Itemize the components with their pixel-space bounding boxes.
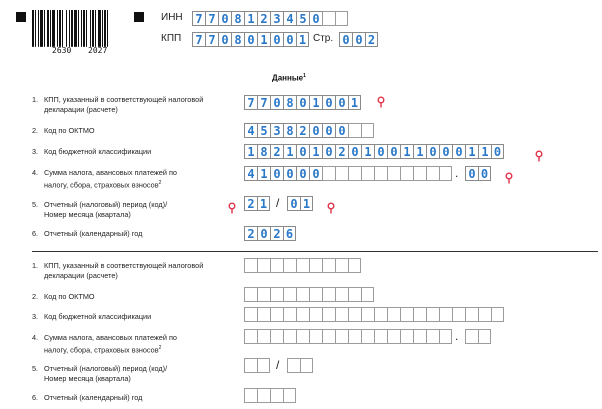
char-cell[interactable]: 0 <box>309 166 322 181</box>
char-cell[interactable] <box>400 329 413 344</box>
char-cell[interactable] <box>296 287 309 302</box>
location-pin-icon[interactable] <box>535 150 543 162</box>
label-period-2: 5. Отчетный (налоговый) период (код)/ Номер месяца (квартала) <box>32 364 168 383</box>
corner-marker-right <box>134 12 144 22</box>
char-cell[interactable]: 0 <box>218 11 231 26</box>
char-cell[interactable]: 1 <box>257 166 270 181</box>
char-cell[interactable]: 0 <box>287 196 300 211</box>
location-pin-icon[interactable] <box>228 202 236 214</box>
location-pin-icon[interactable] <box>377 96 385 108</box>
barcode <box>32 10 123 49</box>
char-cell[interactable]: 1 <box>300 196 313 211</box>
char-cell[interactable]: 0 <box>335 95 348 110</box>
label-oktmo-1: 2. Код по ОКТМО <box>32 126 95 135</box>
char-cell[interactable]: 1 <box>478 144 491 159</box>
char-cell[interactable] <box>452 307 465 322</box>
char-cell[interactable] <box>257 307 270 322</box>
char-cell[interactable]: 2 <box>335 144 348 159</box>
char-cell[interactable] <box>335 287 348 302</box>
char-cell[interactable]: 3 <box>270 11 283 26</box>
char-cell[interactable]: 0 <box>339 32 352 47</box>
kpp-field-1[interactable] <box>244 95 361 110</box>
kbk-field-2[interactable] <box>244 307 504 322</box>
char-cell[interactable] <box>296 329 309 344</box>
char-cell[interactable] <box>400 307 413 322</box>
char-cell[interactable]: 0 <box>296 166 309 181</box>
char-cell[interactable]: 1 <box>413 144 426 159</box>
location-pin-icon[interactable] <box>327 202 335 214</box>
char-cell[interactable]: 7 <box>192 11 205 26</box>
char-cell[interactable]: 0 <box>309 11 322 26</box>
char-cell[interactable] <box>374 329 387 344</box>
char-cell[interactable]: 2 <box>296 123 309 138</box>
char-cell[interactable] <box>465 329 478 344</box>
section-title: Данные$^1$ <box>272 73 306 83</box>
char-cell[interactable] <box>296 258 309 273</box>
char-cell[interactable] <box>374 307 387 322</box>
char-cell[interactable]: 0 <box>322 123 335 138</box>
kpp-header-label: КПП <box>161 33 182 44</box>
char-cell[interactable]: 1 <box>309 95 322 110</box>
char-cell[interactable] <box>244 258 257 273</box>
page-label: Стр. <box>313 33 334 44</box>
sum-decimal-field-2[interactable] <box>465 329 491 344</box>
char-cell[interactable] <box>287 358 300 373</box>
label-kpp-1: 1. КПП, указанный в соответствующей налоговой декларации (расчете) <box>32 95 204 114</box>
char-cell[interactable] <box>361 166 374 181</box>
char-cell[interactable] <box>478 329 491 344</box>
label-year-2: 6. Отчетный (календарный) год <box>32 393 143 402</box>
oktmo-field-1[interactable] <box>244 123 374 138</box>
char-cell[interactable] <box>348 307 361 322</box>
char-cell[interactable]: 3 <box>270 123 283 138</box>
char-cell[interactable] <box>309 329 322 344</box>
char-cell[interactable]: 0 <box>270 95 283 110</box>
char-cell[interactable] <box>283 388 296 403</box>
char-cell[interactable]: 4 <box>244 123 257 138</box>
char-cell[interactable]: 8 <box>257 144 270 159</box>
char-cell[interactable]: 8 <box>231 32 244 47</box>
char-cell[interactable] <box>374 166 387 181</box>
char-cell[interactable]: 7 <box>205 11 218 26</box>
char-cell[interactable] <box>257 388 270 403</box>
char-cell[interactable]: 6 <box>283 226 296 241</box>
char-cell[interactable] <box>322 258 335 273</box>
char-cell[interactable]: 1 <box>361 144 374 159</box>
char-cell[interactable]: 1 <box>296 32 309 47</box>
section-divider <box>32 251 598 252</box>
barcode-number-right: 2027 <box>88 46 108 55</box>
char-cell[interactable]: 0 <box>335 123 348 138</box>
label-kpp-2: 1. КПП, указанный в соответствующей налоговой декларации (расчете) <box>32 261 204 280</box>
char-cell[interactable]: 0 <box>352 32 365 47</box>
char-cell[interactable] <box>296 307 309 322</box>
period-month-field-2[interactable] <box>287 358 313 373</box>
label-year-1: 6. Отчетный (календарный) год <box>32 229 143 238</box>
char-cell[interactable] <box>335 11 348 26</box>
char-cell[interactable]: 1 <box>257 196 270 211</box>
char-cell[interactable]: 1 <box>283 144 296 159</box>
char-cell[interactable] <box>257 329 270 344</box>
char-cell[interactable] <box>426 329 439 344</box>
kpp-field-2[interactable] <box>244 258 361 273</box>
char-cell[interactable] <box>361 287 374 302</box>
period-slash-1: / <box>276 196 280 210</box>
char-cell[interactable]: 0 <box>296 144 309 159</box>
char-cell[interactable] <box>283 287 296 302</box>
char-cell[interactable]: 5 <box>257 123 270 138</box>
char-cell[interactable]: 0 <box>452 144 465 159</box>
char-cell[interactable]: 8 <box>283 123 296 138</box>
char-cell[interactable]: 0 <box>218 32 231 47</box>
char-cell[interactable] <box>283 307 296 322</box>
char-cell[interactable]: 0 <box>322 95 335 110</box>
char-cell[interactable]: 2 <box>244 196 257 211</box>
sum-decimal-field-1[interactable] <box>465 166 491 181</box>
char-cell[interactable] <box>257 287 270 302</box>
decimal-point-1: . <box>455 166 459 180</box>
label-sum-1: 4. Сумма налога, авансовых платежей по налогу, сбора, страховых взносов$^2$ <box>32 168 177 190</box>
char-cell[interactable] <box>361 123 374 138</box>
char-cell[interactable]: 7 <box>205 32 218 47</box>
char-cell[interactable] <box>244 388 257 403</box>
char-cell[interactable] <box>413 166 426 181</box>
kbk-field-1[interactable] <box>244 144 504 159</box>
char-cell[interactable]: 5 <box>296 11 309 26</box>
char-cell[interactable] <box>270 287 283 302</box>
char-cell[interactable] <box>491 307 504 322</box>
char-cell[interactable] <box>387 166 400 181</box>
oktmo-field-2[interactable] <box>244 287 374 302</box>
char-cell[interactable] <box>387 329 400 344</box>
char-cell[interactable] <box>283 258 296 273</box>
period-code-field-1[interactable] <box>244 196 270 211</box>
char-cell[interactable] <box>244 358 257 373</box>
period-code-field-2[interactable] <box>244 358 270 373</box>
char-cell[interactable] <box>270 388 283 403</box>
char-cell[interactable] <box>400 166 413 181</box>
label-oktmo-2: 2. Код по ОКТМО <box>32 292 95 301</box>
char-cell[interactable] <box>335 307 348 322</box>
char-cell[interactable]: 0 <box>374 144 387 159</box>
char-cell[interactable] <box>309 258 322 273</box>
char-cell[interactable] <box>322 11 335 26</box>
char-cell[interactable]: 1 <box>348 95 361 110</box>
char-cell[interactable]: 1 <box>465 144 478 159</box>
char-cell[interactable] <box>335 329 348 344</box>
char-cell[interactable] <box>257 358 270 373</box>
char-cell[interactable]: 0 <box>387 144 400 159</box>
char-cell[interactable] <box>361 307 374 322</box>
inn-field[interactable] <box>192 11 348 26</box>
barcode-number-left: 2630 <box>52 46 72 55</box>
char-cell[interactable]: 7 <box>192 32 205 47</box>
char-cell[interactable]: 8 <box>283 95 296 110</box>
label-kbk-2: 3. Код бюджетной классификации <box>32 312 152 321</box>
char-cell[interactable]: 0 <box>296 95 309 110</box>
char-cell[interactable] <box>300 358 313 373</box>
char-cell[interactable]: 1 <box>400 144 413 159</box>
char-cell[interactable]: 0 <box>244 32 257 47</box>
char-cell[interactable]: 2 <box>270 226 283 241</box>
char-cell[interactable] <box>257 258 270 273</box>
char-cell[interactable]: 2 <box>244 226 257 241</box>
char-cell[interactable]: 1 <box>244 144 257 159</box>
label-kbk-1: 3. Код бюджетной классификации <box>32 147 152 156</box>
char-cell[interactable]: 0 <box>283 166 296 181</box>
char-cell[interactable] <box>413 329 426 344</box>
char-cell[interactable] <box>348 123 361 138</box>
period-month-field-1[interactable] <box>287 196 313 211</box>
char-cell[interactable] <box>361 329 374 344</box>
char-cell[interactable] <box>270 307 283 322</box>
char-cell[interactable]: 2 <box>365 32 378 47</box>
char-cell[interactable] <box>270 329 283 344</box>
char-cell[interactable]: 4 <box>244 166 257 181</box>
char-cell[interactable] <box>335 258 348 273</box>
label-period-1: 5. Отчетный (налоговый) период (код)/ Номер месяца (квартала) <box>32 200 168 219</box>
char-cell[interactable] <box>244 329 257 344</box>
decimal-point-2: . <box>455 329 459 343</box>
char-cell[interactable]: 0 <box>270 32 283 47</box>
char-cell[interactable]: 1 <box>309 144 322 159</box>
location-pin-icon[interactable] <box>505 172 513 184</box>
char-cell[interactable] <box>348 258 361 273</box>
char-cell[interactable]: 8 <box>231 11 244 26</box>
kpp-header-field[interactable] <box>192 32 309 47</box>
label-sum-2: 4. Сумма налога, авансовых платежей по налогу, сбора, страховых взносов$^2$ <box>32 333 177 355</box>
char-cell[interactable] <box>426 166 439 181</box>
page-number-field[interactable] <box>339 32 378 47</box>
char-cell[interactable] <box>309 287 322 302</box>
char-cell[interactable]: 0 <box>478 166 491 181</box>
char-cell[interactable] <box>348 287 361 302</box>
char-cell[interactable]: 1 <box>257 32 270 47</box>
char-cell[interactable] <box>335 166 348 181</box>
char-cell[interactable] <box>244 307 257 322</box>
year-field-2[interactable] <box>244 388 296 403</box>
char-cell[interactable] <box>244 287 257 302</box>
char-cell[interactable] <box>465 307 478 322</box>
char-cell[interactable] <box>322 307 335 322</box>
char-cell[interactable] <box>270 258 283 273</box>
char-cell[interactable]: 0 <box>283 32 296 47</box>
char-cell[interactable] <box>322 287 335 302</box>
char-cell[interactable]: 0 <box>348 144 361 159</box>
char-cell[interactable]: 7 <box>244 95 257 110</box>
char-cell[interactable] <box>426 307 439 322</box>
char-cell[interactable]: 2 <box>270 144 283 159</box>
char-cell[interactable]: 0 <box>491 144 504 159</box>
char-cell[interactable] <box>439 307 452 322</box>
corner-marker-left <box>16 12 26 22</box>
char-cell[interactable]: 7 <box>257 95 270 110</box>
sum-integer-field-1[interactable] <box>244 166 452 181</box>
sum-integer-field-2[interactable] <box>244 329 452 344</box>
char-cell[interactable] <box>439 329 452 344</box>
char-cell[interactable] <box>283 329 296 344</box>
char-cell[interactable] <box>439 166 452 181</box>
char-cell[interactable] <box>309 307 322 322</box>
char-cell[interactable]: 0 <box>439 144 452 159</box>
char-cell[interactable]: 0 <box>257 226 270 241</box>
char-cell[interactable]: 0 <box>426 144 439 159</box>
char-cell[interactable] <box>387 307 400 322</box>
char-cell[interactable]: 0 <box>465 166 478 181</box>
period-slash-2: / <box>276 358 280 372</box>
char-cell[interactable]: 1 <box>244 11 257 26</box>
inn-label: ИНН <box>161 12 183 23</box>
char-cell[interactable]: 4 <box>283 11 296 26</box>
char-cell[interactable]: 0 <box>270 166 283 181</box>
char-cell[interactable] <box>478 307 491 322</box>
year-field-1[interactable] <box>244 226 296 241</box>
char-cell[interactable] <box>348 329 361 344</box>
char-cell[interactable] <box>413 307 426 322</box>
char-cell[interactable]: 0 <box>322 144 335 159</box>
char-cell[interactable]: 2 <box>257 11 270 26</box>
char-cell[interactable]: 0 <box>309 123 322 138</box>
char-cell[interactable] <box>348 166 361 181</box>
char-cell[interactable] <box>322 166 335 181</box>
char-cell[interactable] <box>322 329 335 344</box>
